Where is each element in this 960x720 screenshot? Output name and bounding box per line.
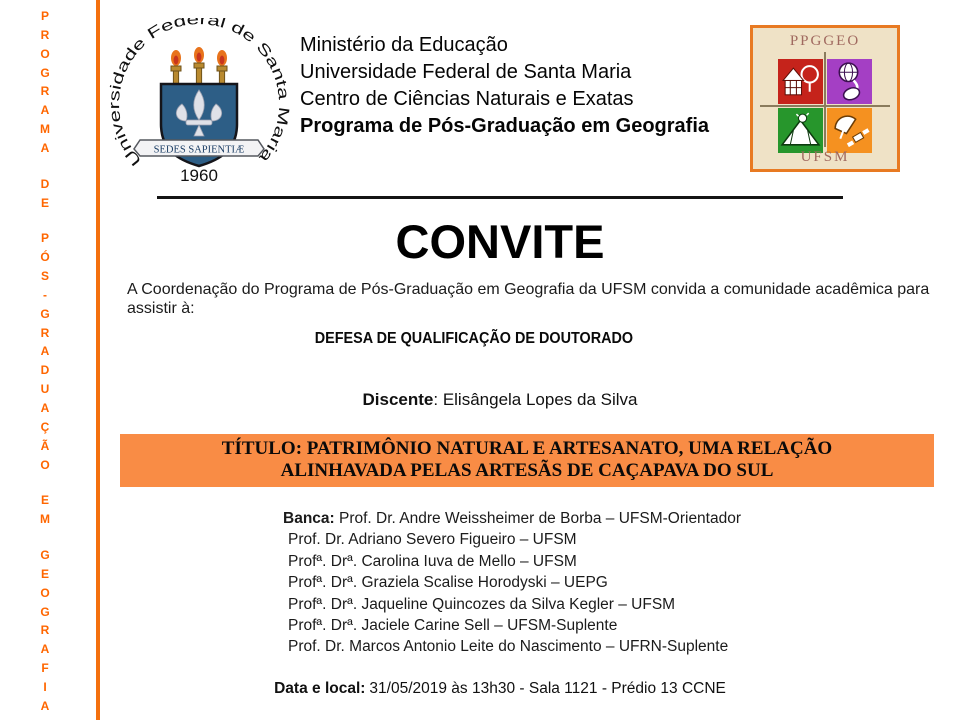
student-label: Discente: [362, 390, 434, 409]
vertical-text-letter: G: [40, 306, 50, 321]
event-name: DEFESA DE QUALIFICAÇÃO DE DOUTORADO: [314, 330, 634, 347]
university-line: Universidade Federal de Santa Maria: [300, 61, 632, 83]
ppggeo-logo: [750, 25, 900, 172]
vertical-text-letter: Ç: [40, 419, 50, 434]
vertical-text-letter: Ã: [40, 438, 50, 453]
satellite-dish-icon: [827, 108, 872, 153]
vertical-text-letter: A: [40, 103, 50, 118]
vertical-text-letter: I: [43, 679, 47, 694]
vertical-text-letter: E: [40, 493, 49, 508]
thesis-title-band: [120, 434, 934, 487]
ppggeo-title: PPGGEO: [789, 33, 861, 49]
vertical-text-letter: R: [40, 623, 50, 638]
seal-motto: SEDES SAPIENTIÆ: [153, 144, 245, 156]
banca-member: Profª. Drª. Graziela Scalise Horodyski – UEPG: [288, 574, 608, 592]
vertical-text-letter: G: [40, 547, 50, 562]
header-text-block: [300, 32, 709, 140]
globe-magnifier-mouse-icon: [827, 59, 872, 104]
banca-label: Banca:: [283, 510, 335, 527]
header-divider-rule: [157, 196, 843, 199]
date-location-label: Data e local:: [274, 680, 366, 697]
vertical-text-letter: R: [40, 325, 50, 340]
student-line: [100, 390, 900, 410]
banca-member: Profª. Drª. Carolina Iuva de Mello – UFSM: [288, 552, 577, 570]
thesis-title-line2: ALINHAVADA PELAS ARTESÃS DE CAÇAPAVA DO SUL: [280, 460, 774, 481]
logo-quadrants: [778, 59, 872, 153]
vertical-text-letter: D: [40, 176, 50, 191]
intro-paragraph: A Coordenação do Programa de Pós-Graduação em Geografia da UFSM convida a comunidade acadêmica para assistir à:: [127, 281, 930, 317]
center-line: Centro de Ciências Naturais e Exatas: [300, 88, 634, 110]
vertical-text-letter: E: [40, 566, 49, 581]
date-location-value: 31/05/2019 às 13h30 - Sala 1121 - Prédio 13 CCNE: [369, 680, 726, 697]
thesis-title-line1: TÍTULO: PATRIMÔNIO NATURAL E ARTESANATO, UMA RELAÇÃO: [221, 438, 833, 459]
vertical-text-letter: S: [40, 269, 49, 284]
motto-banner: [134, 140, 264, 156]
ministry-line: Ministério da Educação: [300, 34, 508, 56]
vertical-text-letter: M: [40, 512, 50, 527]
program-line: Programa de Pós-Graduação em Geografia: [300, 115, 710, 137]
vertical-text-letter: Ó: [40, 250, 50, 265]
vertical-text-letter: A: [40, 698, 50, 713]
vertical-text-letter: R: [40, 84, 50, 99]
vertical-text-letter: O: [40, 585, 50, 600]
vertical-text-letter: E: [40, 195, 49, 210]
vertical-orange-rule: [96, 0, 100, 720]
banca-member: Prof. Dr. Andre Weissheimer de Borba – UFSM-Orientador: [339, 510, 742, 527]
vertical-text-letter: M: [40, 122, 50, 137]
banca-member: Prof. Dr. Adriano Severo Figueiro – UFSM: [288, 531, 577, 549]
vertical-text-letter: D: [40, 363, 50, 378]
vertical-text-letter: O: [40, 46, 50, 61]
banca-first-line: [283, 508, 741, 529]
date-location-line: [100, 680, 900, 698]
vertical-text-letter: P: [40, 9, 49, 23]
vertical-text-letter: F: [41, 661, 49, 676]
vertical-text-letter: G: [40, 65, 50, 80]
student-separator: :: [433, 390, 443, 409]
seal-year: 1960: [180, 166, 218, 185]
vertical-text-letter: O: [40, 457, 50, 472]
vertical-program-text: [28, 10, 62, 712]
vertical-text-letter: -: [43, 287, 47, 302]
fieldwork-map-icon: [778, 108, 823, 153]
banca-member: Profª. Drª. Jaciele Carine Sell – UFSM-Suplente: [288, 617, 618, 635]
ppggeo-footer: UFSM: [800, 149, 850, 165]
vertical-text-letter: A: [40, 141, 50, 156]
house-tree-icon: [778, 59, 823, 104]
banca-member: Profª. Drª. Jaqueline Quincozes da Silva Kegler – UFSM: [288, 595, 676, 613]
ufsm-seal-icon: [104, 18, 294, 193]
seal-circular-text: Universidade Federal de Santa Maria: [105, 18, 293, 170]
page-title: CONVITE: [395, 215, 605, 268]
vertical-text-letter: A: [40, 401, 50, 416]
torches-icon: [171, 47, 227, 84]
vertical-text-letter: A: [40, 642, 50, 657]
vertical-text-letter: A: [40, 344, 50, 359]
banca-member: Prof. Dr. Marcos Antonio Leite do Nascimento – UFRN-Suplente: [288, 638, 729, 656]
vertical-text-letter: U: [40, 382, 50, 397]
student-name: Elisângela Lopes da Silva: [442, 390, 638, 409]
event-line: [100, 330, 848, 348]
banca-list: [283, 508, 741, 658]
vertical-text-letter: G: [40, 604, 50, 619]
vertical-text-letter: R: [40, 27, 50, 42]
vertical-text-letter: P: [40, 231, 49, 246]
